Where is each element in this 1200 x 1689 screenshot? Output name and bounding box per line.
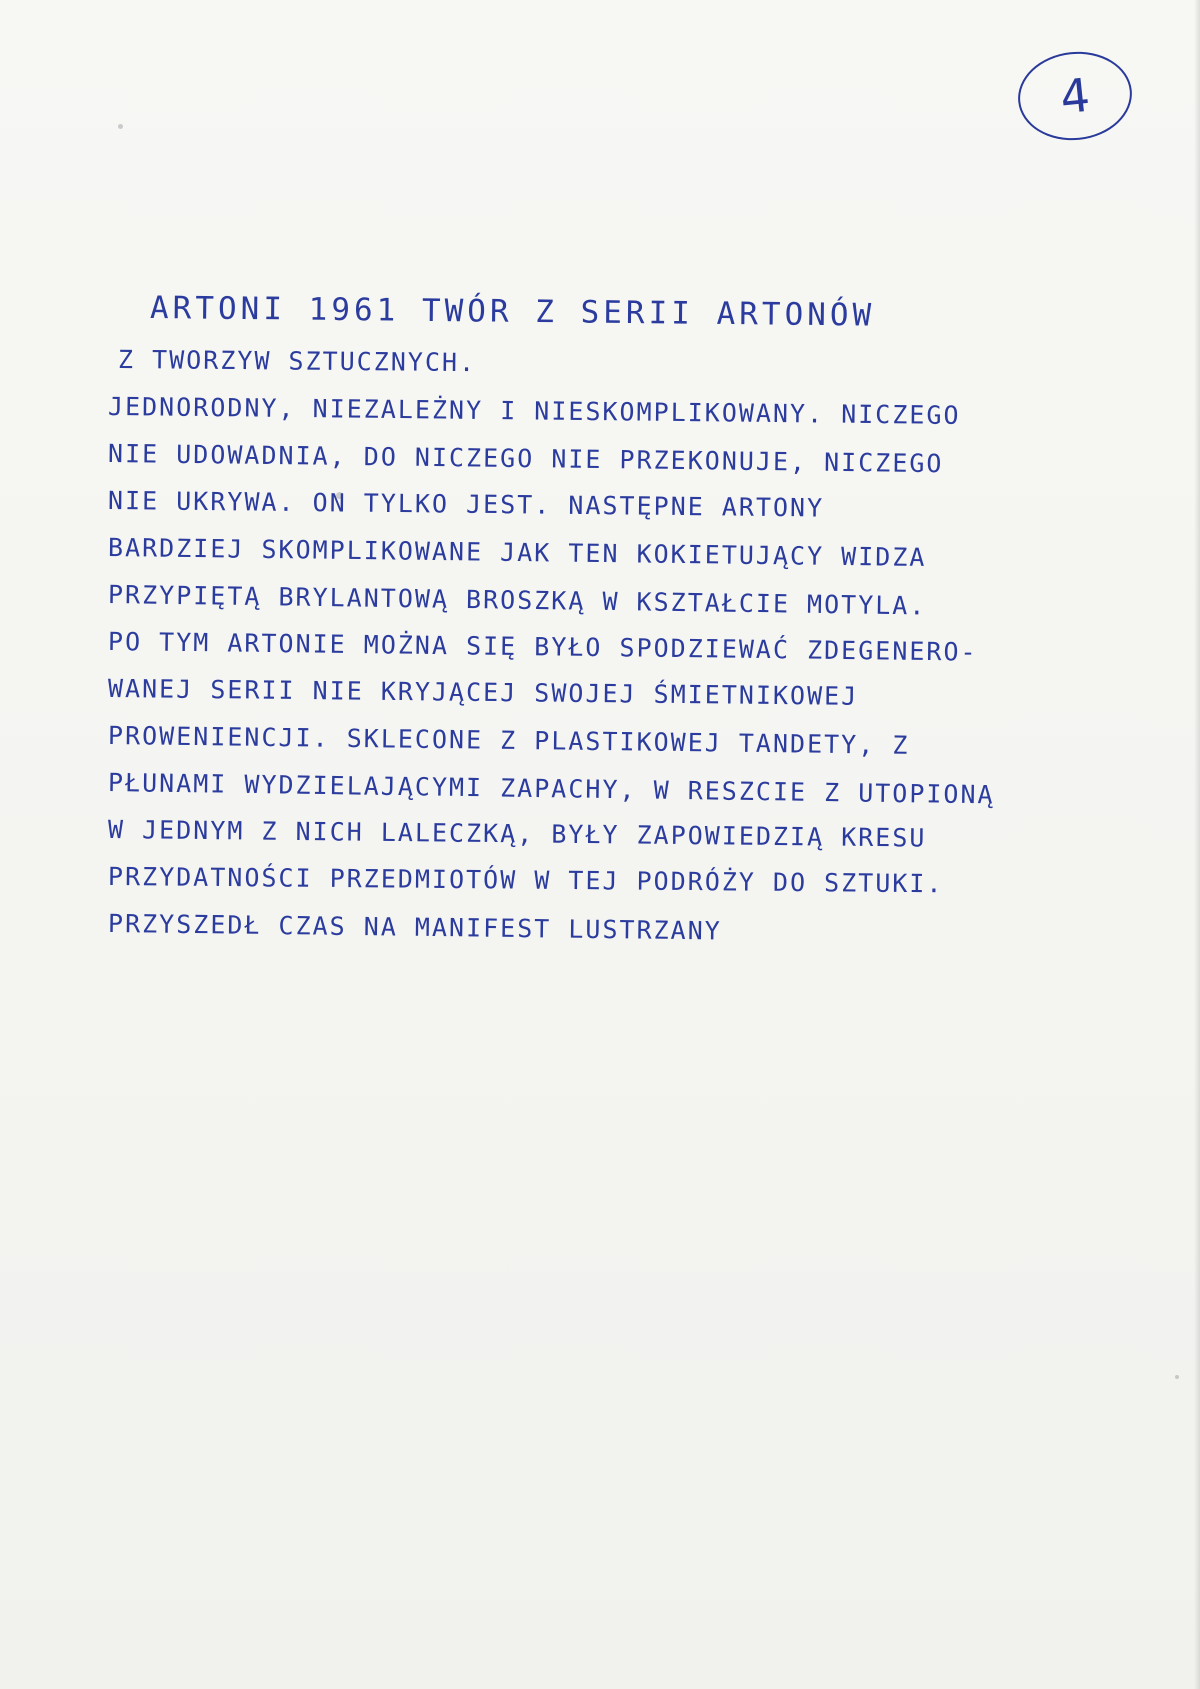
text-line: JEDNORODNY, NIEZALEŻNY I NIESKOMPLIKOWANY. NICZEGO <box>107 392 961 430</box>
text-line: WANEJ SERII NIE KRYJĄCEJ SWOJEJ ŚMIETNIKOWEJ <box>107 674 859 711</box>
text-line: PRZYDATNOŚCI PRZEDMIOTÓW W TEJ PODRÓŻY DO SZTUKI. <box>107 862 944 899</box>
text-line: PŁUNAMI WYDZIELAJĄCYMI ZAPACHY, W RESZCIE Z UTOPIONĄ <box>107 768 995 810</box>
paper-speck <box>1175 1375 1179 1379</box>
text-line: NIE UDOWADNIA, DO NICZEGO NIE PRZEKONUJE, NICZEGO <box>107 439 944 479</box>
handwritten-text <box>108 280 1168 947</box>
text-line: W JEDNYM Z NICH LALECZKĄ, BYŁY ZAPOWIEDZIĄ KRESU <box>107 815 927 853</box>
text-line: NIE UKRYWA. ON TYLKO JEST. NASTĘPNE ARTONY <box>107 486 825 523</box>
circled-page-number <box>1014 46 1137 145</box>
text-line: PROWENIENCJI. SKLECONE Z PLASTIKOWEJ TANDETY, Z <box>107 721 910 760</box>
text-line: PRZYPIĘTĄ BRYLANTOWĄ BROSZKĄ W KSZTAŁCIE MOTYLA. <box>107 580 927 621</box>
text-line: PRZYSZEDŁ CZAS NA MANIFEST LUSTRZANY <box>107 909 722 946</box>
text-line: Z TWORZYW SZTUCZNYCH. <box>117 345 477 378</box>
text-line: PO TYM ARTONIE MOŻNA SIĘ BYŁO SPODZIEWAĆ ZDEGENERO- <box>107 627 978 667</box>
text-line: ARTONI 1961 TWÓR Z SERII ARTONÓW <box>149 290 876 334</box>
page-edge-shadow <box>1194 0 1200 1689</box>
paper-speck <box>118 124 123 129</box>
page-number-text: 4 <box>1057 67 1093 125</box>
text-line: BARDZIEJ SKOMPLIKOWANE JAK TEN KOKIETUJĄCY WIDZA <box>107 533 927 572</box>
